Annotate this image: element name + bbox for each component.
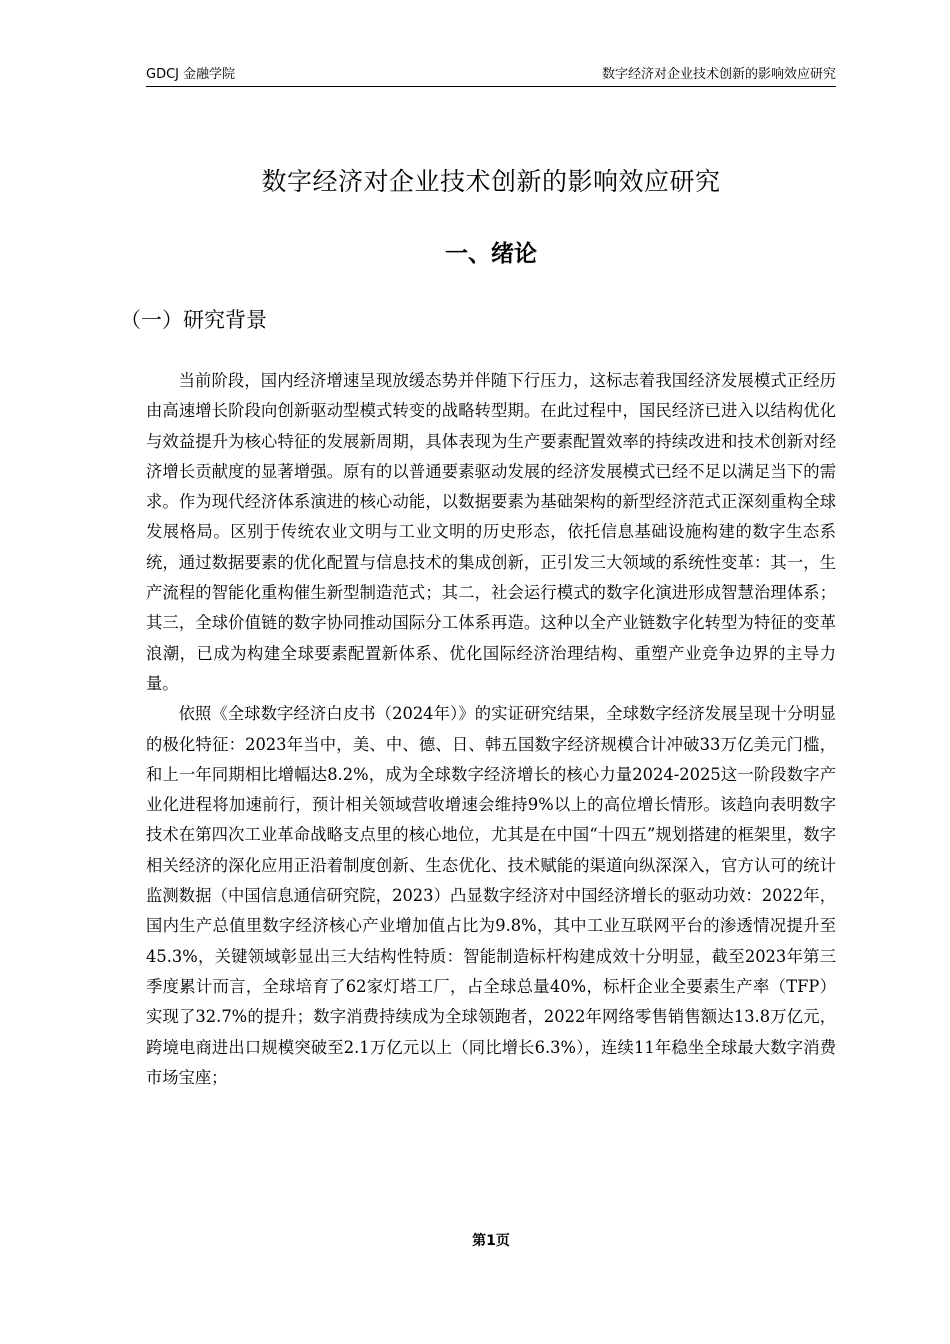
body-text xyxy=(146,366,836,1093)
paragraph: 当前阶段，国内经济增速呈现放缓态势并伴随下行压力，这标志着我国经济发展模式正经历由高速增长阶段向创新驱动型模式转变的战略转型期。在此过程中，国民经济已进入以结构优化与效益提升为核心特征的发展新周期，具体表现为生产要素配置效率的持续改进和技术创新对经济增长贡献度的显著增强。原有的以普通要素驱动发展的经济发展模式已经不足以满足当下的需求。作为现代经济体系演进的核心动能，以数据要素为基础架构的新型经济范式正深刻重构全球发展格局。区别于传统农业文明与工业文明的历史形态，依托信息基础设施构建的数字生态系统，通过数据要素的优化配置与信息技术的集成创新，正引发三大领域的系统性变革：其一，生产流程的智能化重构催生新型制造范式；其二，社会运行模式的数字化演进形成智慧治理体系；其三，全球价值链的数字协同推动国际分工体系再造。这种以全产业链数字化转型为特征的变革浪潮，已成为构建全球要素配置新体系、优化国际经济治理结构、重塑产业竞争边界的主导力量。 xyxy=(146,371,836,693)
section-heading: （一）研究背景 xyxy=(120,308,267,332)
page-number: 第1页 xyxy=(472,1233,510,1249)
header-running-title: 数字经济对企业技术创新的影响效应研究 xyxy=(601,67,836,82)
document-title: 数字经济对企业技术创新的影响效应研究 xyxy=(261,167,721,196)
paragraph: 依照《全球数字经济白皮书（2024年）》的实证研究结果，全球数字经济发展呈现十分明显的极化特征：2023年当中，美、中、德、日、韩五国数字经济规模合计冲破33万亿美元门槛，和上一年同期相比增幅达8.2%，成为全球数字经济增长的核心力量2024-2025这一阶段数字产业化进程将加速前行，预计相关领域营收增速会维持9%以上的高位增长情形。该趋向表明数字技术在第四次工业革命战略支点里的核心地位，尤其是在中国“十四五”规划搭建的框架里，数字相关经济的深化应用正沿着制度创新、生态优化、技术赋能的渠道向纵深深入，官方认可的统计监测数据（中国信息通信研究院，2023）凸显数字经济对中国经济增长的驱动功效：2022年，国内生产总值里数字经济核心产业增加值占比为9.8%，其中工业互联网平台的渗透情况提升至45.3%，关键领域彰显出三大结构性特质：智能制造标杆构建成效十分明显，截至2023年第三季度累计而言，全球培育了62家灯塔工厂，占全球总量40%，标杆企业全要素生产率（TFP）实现了32.7%的提升；数字消费持续成为全球领跑者，2022年网络零售销售额达13.8万亿元，跨境电商进出口规模突破至2.1万亿元以上（同比增长6.3%），连续11年稳坐全球最大数字消费市场宝座； xyxy=(146,704,836,1087)
page-header xyxy=(146,64,836,87)
header-institution: GDCJ 金融学院 xyxy=(146,67,236,82)
chapter-heading: 一、绪论 xyxy=(445,241,537,267)
